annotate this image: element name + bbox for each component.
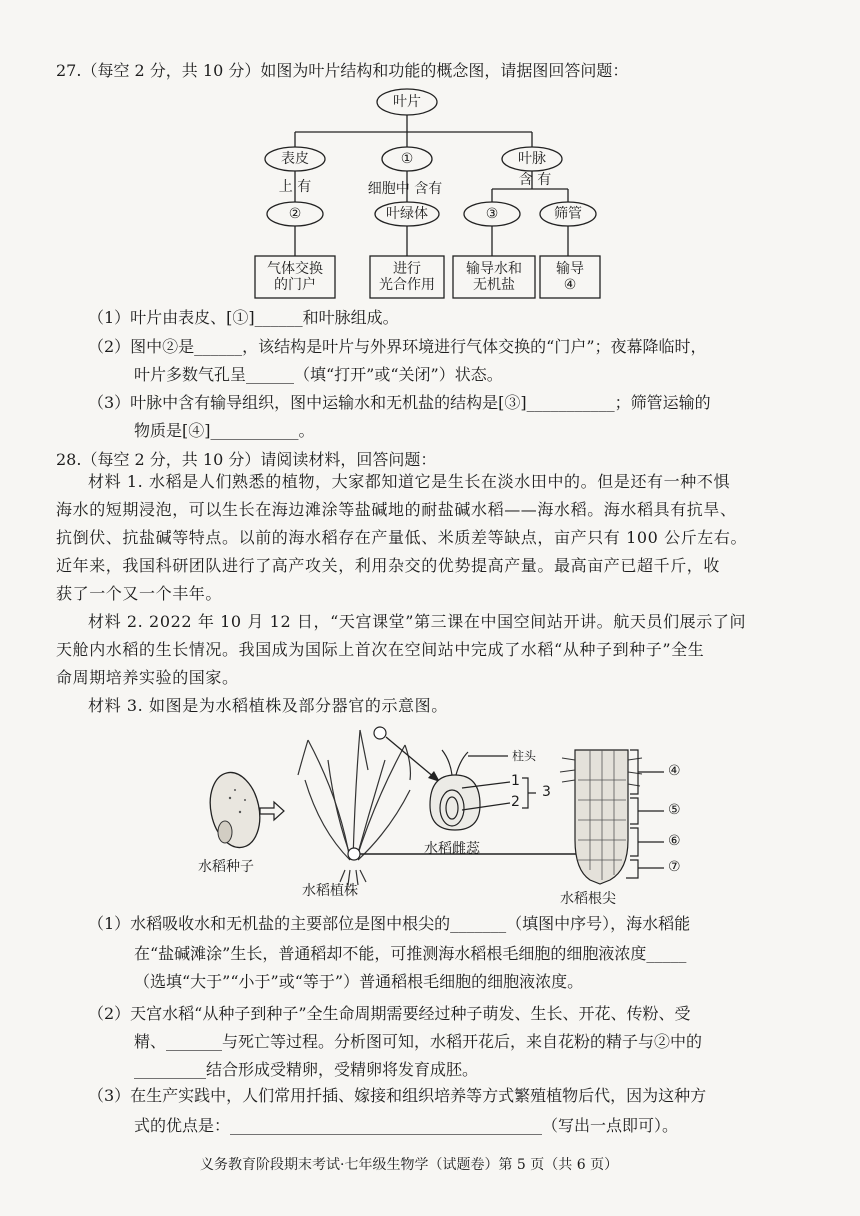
relation-vein: 含 有 — [518, 172, 552, 188]
box-transport-4-line1: 输导 — [556, 261, 584, 277]
relation-epidermis: 上 有 — [278, 179, 312, 195]
rice-seed-drawing — [204, 768, 267, 852]
rice-figure — [190, 720, 710, 905]
label-root-4: ④ — [668, 763, 681, 779]
material-1-line: 海水的短期浸泡，可以生长在海边滩涂等盐碱地的耐盐碱水稻——海水稻。海水稻具有抗旱、 — [56, 500, 737, 519]
material-3: 材料 3. 如图是为水稻植株及部分器官的示意图。 — [88, 696, 448, 715]
page-footer: 义务教育阶段期末考试·七年级生物学（试题卷）第 5 页（共 6 页） — [200, 1157, 619, 1173]
label-root-tip: 水稻根尖 — [560, 891, 616, 907]
box-transport-4 — [540, 261, 600, 293]
box-water-transport — [453, 261, 535, 293]
material-2 — [56, 608, 746, 692]
q28-sub1-line3: （选填“大于”“小于”或“等于”）普通稻根毛细胞的细胞液浓度。 — [134, 972, 584, 991]
label-root-6: ⑥ — [668, 833, 681, 849]
q28-sub3-line1: （3）在生产实践中，人们常用扦插、嫁接和组织培养等方式繁殖植物后代，因为这种方 — [88, 1086, 707, 1105]
label-stigma: 柱头 — [512, 749, 537, 763]
box-photosynthesis-line1: 进行 — [393, 261, 421, 277]
label-root-5: ⑤ — [668, 802, 681, 818]
node-epidermis: 表皮 — [281, 151, 309, 167]
q27-sub3-line2: 物质是[④]___________。 — [134, 421, 315, 440]
label-pistil-2: 2 — [511, 794, 520, 810]
q27-header: 27.（每空 2 分，共 10 分）如图为叶片结构和功能的概念图，请据图回答问题： — [56, 61, 629, 80]
box-gas-exchange-line2: 的门户 — [274, 277, 316, 293]
node-sieve-tube: 筛管 — [554, 206, 582, 222]
box-gas-exchange — [255, 261, 335, 293]
q28-sub1-line2: 在“盐碱滩涂”生长，普通稻却不能，可推测海水稻根毛细胞的细胞液浓度_____ — [134, 944, 687, 963]
node-chloroplast: 叶绿体 — [386, 206, 428, 222]
q28-header: 28.（每空 2 分，共 10 分）请阅读材料，回答问题： — [56, 450, 437, 469]
box-gas-exchange-line1: 气体交换 — [267, 261, 323, 277]
material-1-line: 材料 1. 水稻是人们熟悉的植物，大家都知道它是生长在淡水田中的。但是还有一种不惧 — [88, 472, 731, 491]
rice-plant-drawing — [298, 730, 410, 885]
q28-sub2-line1: （2）天宫水稻“从种子到种子”全生命周期需要经过种子萌发、生长、开花、传粉、受 — [88, 1004, 691, 1023]
q28-sub1-line1: （1）水稻吸收水和无机盐的主要部位是图中根尖的_______（填图中序号），海水稻能 — [88, 914, 691, 933]
label-pistil-1: 1 — [511, 773, 520, 789]
q28-sub3-line2: 式的优点是：_______________________________________（写出一点即可）。 — [134, 1116, 679, 1135]
label-pistil-3: 3 — [542, 784, 551, 800]
rice-illustration — [190, 720, 710, 905]
box-water-transport-line2: 无机盐 — [473, 277, 515, 293]
material-1-line: 抗倒伏、抗盐碱等特点。以前的海水稻存在产量低、米质差等缺点，亩产只有 100 公斤左右。 — [56, 528, 748, 547]
q28-sub2-line3: _________结合形成受精卵，受精卵将发育成胚。 — [134, 1060, 479, 1079]
q27-sub2-line1: （2）图中②是______，该结构是叶片与外界环境进行气体交换的“门户”；夜幕降临时， — [88, 337, 707, 356]
box-transport-4-line2: ④ — [563, 277, 577, 293]
node-leaf: 叶片 — [393, 94, 421, 110]
leaf-concept-diagram — [250, 86, 610, 306]
node-circle-2: ② — [288, 206, 302, 222]
label-rice-plant: 水稻植株 — [302, 883, 358, 899]
node-circle-3: ③ — [485, 206, 499, 222]
material-1-line: 近年来，我国科研团队进行了高产攻关，利用杂交的优势提高产量。最高亩产已超千斤，收 — [56, 556, 721, 575]
material-1-line: 获了一个又一个丰年。 — [56, 584, 223, 603]
label-rice-seed: 水稻种子 — [198, 859, 254, 875]
material-2-line: 天舱内水稻的生长情况。我国成为国际上首次在空间站中完成了水稻“从种子到种子”全生 — [56, 640, 705, 659]
relation-cell: 细胞中 含有 — [367, 181, 443, 197]
material-2-line: 材料 2. 2022 年 10 月 12 日，“天宫课堂”第三课在中国空间站开讲。航天员们展示了问 — [88, 612, 747, 631]
root-tip-drawing — [560, 750, 664, 884]
label-rice-pistil: 水稻雌蕊 — [424, 841, 480, 857]
box-photosynthesis-line2: 光合作用 — [379, 277, 435, 293]
box-photosynthesis — [370, 261, 444, 293]
q27-sub1: （1）叶片由表皮、[①]______和叶脉组成。 — [88, 308, 399, 327]
node-vein: 叶脉 — [518, 151, 546, 167]
material-2-line: 命周期培养实验的国家。 — [56, 668, 239, 687]
q27-sub3-line1: （3）叶脉中含有输导组织，图中运输水和无机盐的结构是[③]___________；筛管运输的 — [88, 393, 711, 412]
box-water-transport-line1: 输导水和 — [466, 261, 522, 277]
q28-sub2-line2: 精、_______与死亡等过程。分析图可知，水稻开花后，来自花粉的精子与②中的 — [134, 1032, 703, 1051]
label-root-7: ⑦ — [668, 859, 681, 875]
node-circle-1: ① — [400, 151, 414, 167]
material-1 — [56, 468, 747, 608]
q27-sub2-line2: 叶片多数气孔呈______（填“打开”或“关闭”）状态。 — [134, 365, 503, 384]
